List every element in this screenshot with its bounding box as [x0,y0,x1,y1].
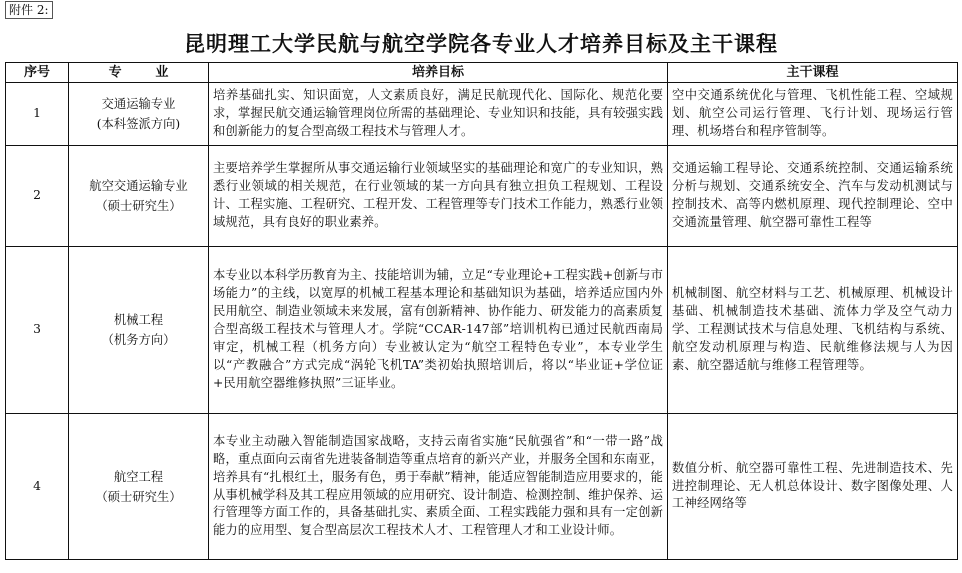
major-cell [69,247,209,414]
training-goal: 本专业以本科学历教育为主、技能培训为辅，立足“专业理论+工程实践+创新与市场能力”的主线，以宽厚的机械工程基本理论和基础知识为基础，培养适应国内外民用航空、制造业领域未来发展，富有创新精神、协作能力、研发能力的高素质复合型高级工程技术与管理人才。学院“CCAR-147部”培训机构已通过民航西南局审定，机械工程（机务方向）专业被认定为“航空工程特色专业”，本专业学生以“产教融合”方式完成“涡轮飞机TA”类初始执照培训后，将以“毕业证+学位证+民用航空器维修执照”三证毕业。 [209,247,668,414]
major-note: （机务方向） [101,333,176,347]
core-courses: 空中交通系统优化与管理、飞机性能工程、空域规划、航空公司运行管理、飞行计划、现场运行管理、机场塔台和程序管制等。 [668,83,958,146]
header-major [69,63,209,83]
attachment-label: 附件 2: [5,1,53,19]
header-goal: 培养目标 [209,63,668,83]
major-note: (本科签派方向) [96,117,181,131]
header-no: 序号 [6,63,69,83]
major-cell [69,83,209,146]
major-name: 航空工程 [113,469,164,484]
program-table [5,62,958,560]
row-number: 4 [6,414,69,560]
major-name: 交通运输专业 [101,97,176,111]
table-header-row [6,63,958,83]
training-goal: 培养基础扎实、知识面宽，人文素质良好，满足民航现代化、国际化、规范化要求，掌握民航交通运输管理岗位所需的基础理论、专业知识和技能，具有较强实践和创新能力的复合型高级工程技术与管理人才。 [209,83,668,146]
major-name: 机械工程 [113,313,164,327]
header-course: 主干课程 [668,63,958,83]
major-name: 航空交通运输专业 [89,179,188,193]
table-row [6,414,958,560]
table-row [6,83,958,146]
row-number: 3 [6,247,69,414]
major-cell [69,146,209,247]
major-cell [69,414,209,560]
row-number: 2 [6,146,69,247]
table-row [6,146,958,247]
core-courses: 机械制图、航空材料与工艺、机械原理、机械设计基础、机械制造技术基础、流体力学及空气动力学、工程测试技术与信息处理、飞机结构与系统、航空发动机原理与构造、民航维修法规与人为因素、航空器适航与维修工程管理等。 [668,247,958,414]
document-title: 昆明理工大学民航与航空学院各专业人才培养目标及主干课程 [184,31,778,56]
header-major-right: 业 [155,65,169,80]
row-number: 1 [6,83,69,146]
header-major-left: 专 [108,65,122,80]
training-goal: 主要培养学生掌握所从事交通运输行业领域坚实的基础理论和宽广的专业知识，熟悉行业领域的相关规范，在行业领域的某一方向具有独立担负工程规划、工程设计、工程实施、工程研究、工程开发、工程管理等专门技术工作能力，熟悉行业领域规范，具有良好的职业素养。 [209,146,668,247]
table-row [6,247,958,414]
major-note: （硕士研究生） [95,199,182,213]
training-goal: 本专业主动融入智能制造国家战略，支持云南省实施“民航强省”和“一带一路”战略，重点面向云南省先进装备制造等重点培育的新兴产业，并服务全国和东南亚，培养具有“扎根红土，服务有色，勇于奉献”精神，能适应智能制造应用要求的，能从事机械学科及其工程应用领域的应用研究、设计制造、检测控制、维护保养、运行管理等方面工作的，具备基础扎实、素质全面、工程实践能力强和具有一定创新能力的应用型、复合型高层次工程技术人才、工程管理人才和工业设计师。 [209,414,668,560]
core-courses: 数值分析、航空器可靠性工程、先进制造技术、先进控制理论、无人机总体设计、数字图像处理、人工神经网络等 [668,414,958,560]
core-courses: 交通运输工程导论、交通系统控制、交通运输系统分析与规划、交通系统安全、汽车与发动机测试与控制技术、高等内燃机原理、现代控制理论、空中交通流量管理、航空器可靠性工程等 [668,146,958,247]
major-note: （硕士研究生） [95,489,182,504]
